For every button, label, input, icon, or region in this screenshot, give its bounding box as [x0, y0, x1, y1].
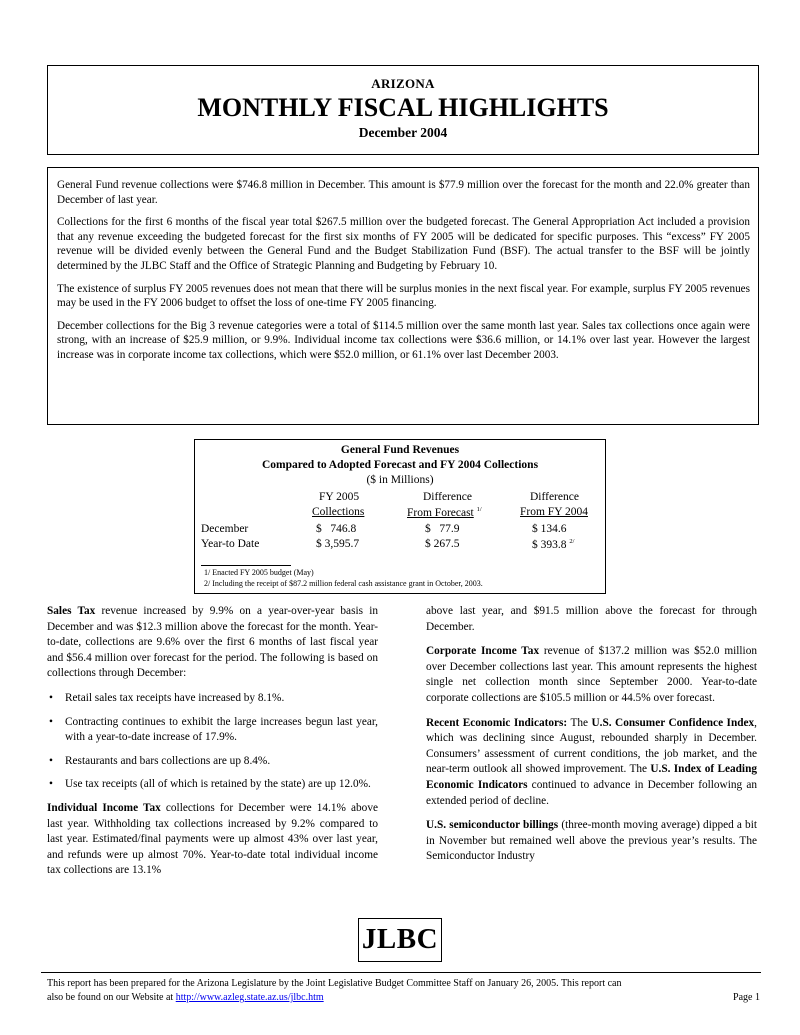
table-footnote: 2/ Including the receipt of $87.2 million federal cash assistance grant in October, 2003.	[204, 579, 483, 588]
page-number: Page 1	[733, 992, 760, 1003]
bullet-icon: •	[49, 691, 53, 704]
sales-tax-heading: Sales Tax	[47, 605, 96, 617]
jlbc-logo	[358, 918, 442, 962]
table-units: ($ in Millions)	[366, 474, 434, 486]
column-header-line2: Collections	[312, 506, 365, 518]
column-header-line2: From Forecast	[407, 506, 474, 519]
website-link[interactable]: http://www.azleg.state.az.us/jlbc.htm	[175, 992, 324, 1003]
economic-indicators-text: continued to advance in December following an extended period of decline.	[426, 778, 757, 807]
column-header-line1: Difference	[423, 491, 472, 503]
list-item	[47, 691, 378, 707]
title-box	[47, 65, 759, 155]
semiconductor-text: (three-month moving average) dipped a bit in November but remained well above the previous year’s results. The Semiconductor Industry	[426, 819, 757, 863]
footnote-marker: 2/	[569, 538, 575, 545]
semiconductor-heading: U.S. semiconductor billings	[426, 819, 559, 832]
row-label: December	[201, 523, 249, 535]
table-footnote: 1/ Enacted FY 2005 budget (May)	[204, 568, 314, 577]
footer-note-line2	[47, 992, 324, 1003]
state-name: ARIZONA	[371, 76, 435, 91]
economic-indicators-text: , which was declining since August, rebounded sharply in December. Consumers’ assessment of current conditions, the job market, and the near-term outlook all showed improvement. The	[426, 716, 757, 776]
column-header-line2: From FY 2004	[520, 506, 588, 518]
summary-paragraph: General Fund revenue collections were $746.8 million in December. This amount is $77.9 million over the forecast for the month and 22.0% greater than December of last year.	[57, 179, 750, 206]
bullet-icon: •	[49, 778, 53, 791]
economic-indicators-text: The	[567, 716, 592, 729]
footnote-rule	[201, 565, 291, 566]
report-date: December 2004	[358, 125, 448, 140]
right-column	[426, 604, 757, 874]
economic-indicators-paragraph	[426, 716, 757, 810]
bullet-text: Contracting continues to exhibit the large increases begun last year, with a year-to-date increase of 17.9%.	[65, 715, 378, 744]
footer-rule	[41, 972, 761, 973]
bullet-text: Restaurants and bars collections are up 8.4%.	[65, 754, 271, 767]
summary-paragraph: Collections for the first 6 months of the fiscal year total $267.5 million over the budgeted forecast. The General Appropriation Act included a provision that any revenue exceeding the budgeted forecast for the first six months of FY 2005 will be dedicated for specific purposes. This “excess” FY 2005 revenue will be divided evenly between the General Fund and the Budget Stabilization Fund (BSF). The actual transfer to the BSF will be jointly determined by the JLBC Staff and the Office of Strategic Planning and Budgeting by February 10.	[57, 216, 750, 272]
column-header-line1: Difference	[530, 491, 579, 503]
bullet-icon: •	[49, 715, 53, 728]
footer-note-text: also be found on our Website at	[47, 992, 176, 1003]
continued-paragraph: above last year, and $91.5 million above the forecast for through December.	[426, 605, 757, 633]
left-column	[47, 604, 378, 888]
summary-paragraph: December collections for the Big 3 revenue categories were a total of $114.5 million over the same month last year. Sales tax collections once again were strong, with an increase of $25.9 million, or 9.9%. Individual income tax collections were $36.6 million, or 14.1% over last year. However the largest increase was in corporate income tax collections, which were $52.0 million, or 61.1% over last December 2003.	[57, 319, 750, 361]
footer-note: This report has been prepared for the Arizona Legislature by the Joint Legislative Budget Committee Staff on January 26, 2005. This report can	[47, 978, 622, 989]
column-header-line2-group	[407, 506, 482, 519]
sales-tax-bullets	[47, 691, 378, 793]
economic-indicators-heading: Recent Economic Indicators:	[426, 716, 568, 729]
semiconductor-paragraph	[426, 818, 757, 865]
sales-tax-text: revenue increased by 9.9% on a year-over-year basis in December and was $12.3 million above the forecast for the month. Year-to-date, collections are 9.6% over the first 6 months of last fiscal year and $56.4 million over forecast for the period. The following is based on collections through December:	[47, 605, 378, 680]
table-title: General Fund Revenues	[340, 444, 460, 456]
table-cell-group	[532, 538, 574, 551]
leading-indicators-term: U.S. Index of Leading Economic Indicators	[426, 763, 757, 791]
list-item	[47, 715, 378, 746]
summary-box	[47, 167, 759, 425]
revenue-table	[194, 439, 606, 594]
bullet-text: Use tax receipts (all of which is retained by the state) are up 12.0%.	[65, 778, 371, 791]
individual-income-tax-text: collections for December were 14.1% above last year. Withholding tax collections increased by 9.2% compared to last year. Estimated/final payments were up almost 43% over last year, and refunds were up almost 70%. Year-to-date total individual income tax collections are 13.1%	[47, 801, 378, 877]
corporate-income-tax-paragraph	[426, 644, 757, 706]
table-subtitle: Compared to Adopted Forecast and FY 2004 Collections	[261, 459, 539, 471]
corporate-income-tax-heading: Corporate Income Tax	[426, 645, 540, 658]
table-cell: $ 3,595.7	[316, 538, 360, 550]
page-title: MONTHLY FISCAL HIGHLIGHTS	[197, 93, 609, 122]
footnote-marker: 1/	[476, 506, 482, 513]
table-cell: $ 393.8	[532, 538, 567, 551]
list-item	[47, 754, 378, 770]
bullet-text: Retail sales tax receipts have increased by 8.1%.	[65, 691, 285, 704]
table-cell: $ 134.6	[532, 523, 567, 535]
row-label: Year-to Date	[201, 538, 260, 550]
individual-income-tax-paragraph	[47, 801, 378, 879]
table-cell: $ 77.9	[425, 523, 460, 535]
sales-tax-paragraph	[47, 604, 378, 682]
consumer-confidence-term: U.S. Consumer Confidence Index	[591, 716, 755, 729]
column-header-line1: FY 2005	[319, 491, 360, 503]
table-cell: $ 267.5	[425, 538, 460, 550]
logo-text: JLBC	[361, 923, 439, 955]
corporate-income-tax-text: revenue of $137.2 million was $52.0 million over December collections last year. This amount represents the highest single net collection month since September 2000. Year-to-date corporate collections are $105.5 million or 44.5% over forecast.	[426, 645, 757, 704]
bullet-icon: •	[49, 754, 53, 767]
summary-paragraph: The existence of surplus FY 2005 revenues does not mean that there will be surplus monies in the next fiscal year. For example, surplus FY 2005 revenues may be used in the FY 2006 budget to offset the loss of one-time FY 2005 financing.	[57, 282, 750, 310]
individual-income-tax-heading: Individual Income Tax	[47, 801, 161, 814]
list-item	[47, 777, 378, 793]
table-cell: $ 746.8	[316, 523, 357, 535]
